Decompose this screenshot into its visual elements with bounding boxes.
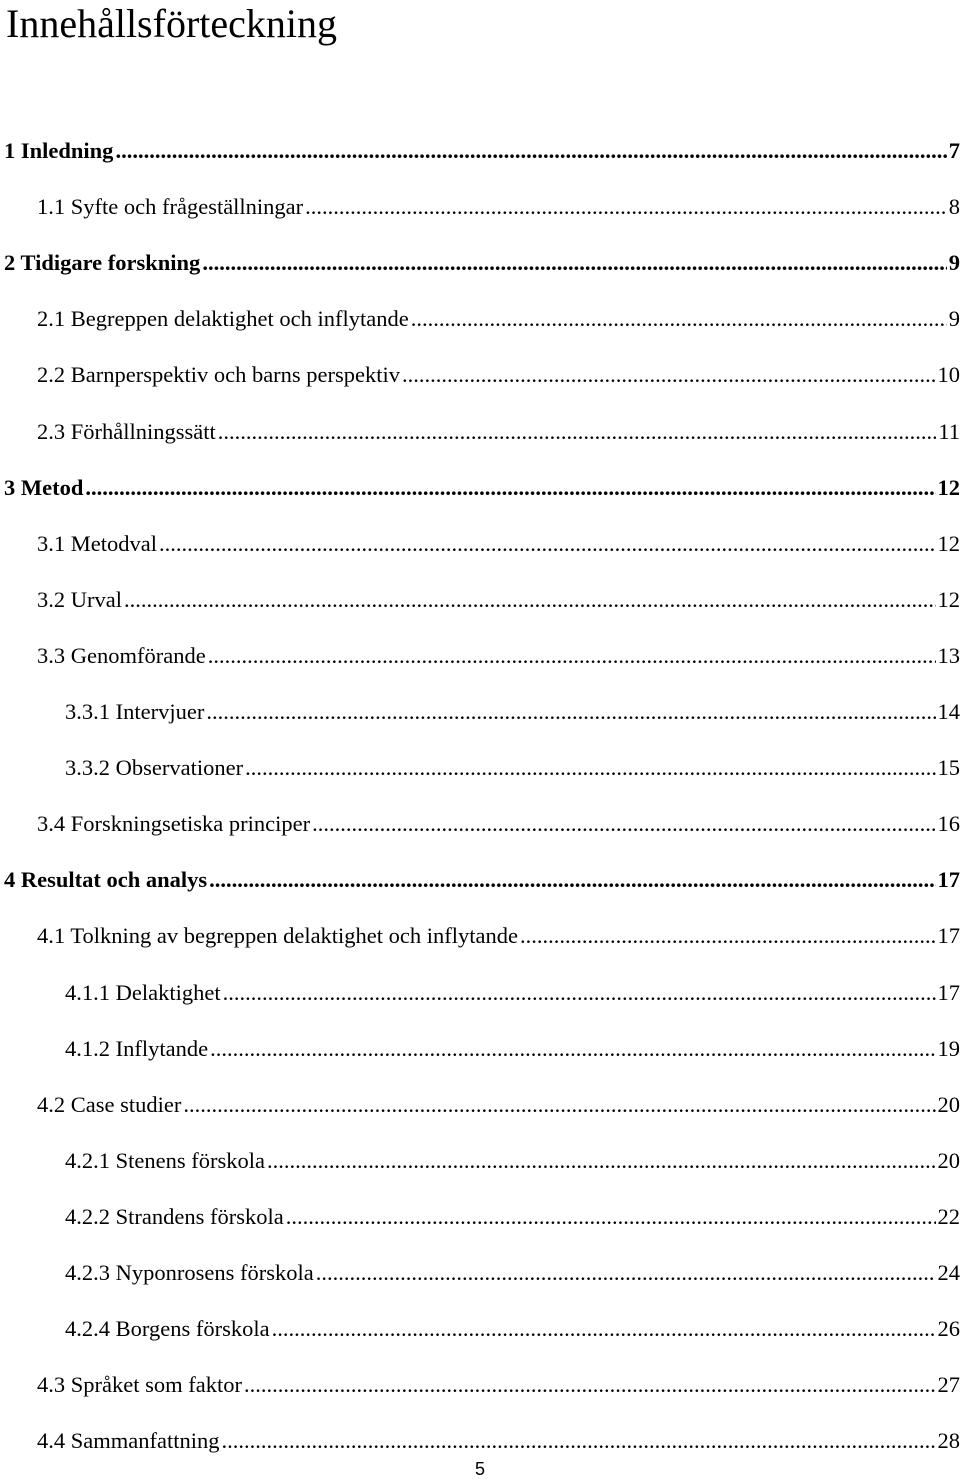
toc-entry-page: 7	[948, 138, 960, 163]
toc-entry-label: 3.3.1 Intervjuer	[65, 699, 205, 724]
toc-entry[interactable]	[65, 1314, 960, 1344]
toc-entry-page: 17	[937, 923, 960, 949]
toc-entry-label: 4.1.2 Inflytande	[65, 1035, 209, 1061]
toc-entry[interactable]	[4, 473, 960, 503]
toc-entry-page: 8	[948, 194, 960, 220]
toc-dot-leader	[411, 304, 947, 334]
toc-entry-page: 15	[937, 755, 960, 781]
toc-entry[interactable]	[65, 1146, 960, 1176]
toc-entry-page: 20	[937, 1147, 960, 1173]
toc-entry-label: 4.2.2 Strandens förskola	[65, 1203, 284, 1229]
toc-entry[interactable]	[65, 1258, 960, 1288]
toc-entry-page: 17	[937, 867, 960, 893]
toc-entry-label: 3.3 Genomförande	[37, 642, 206, 668]
toc-entry-page: 22	[937, 1203, 960, 1229]
toc-entry[interactable]	[37, 304, 960, 334]
toc-dot-leader	[202, 248, 946, 278]
toc-entry[interactable]	[65, 753, 960, 783]
toc-dot-leader	[244, 1370, 936, 1400]
toc-dot-leader	[206, 697, 935, 727]
toc-entry-page: 12	[937, 530, 960, 556]
toc-entry-label: 4.2.3 Nyponrosens förskola	[65, 1260, 314, 1285]
toc-entry[interactable]	[37, 360, 960, 390]
toc-entry-label: 4.2.4 Borgens förskola	[65, 1316, 270, 1342]
toc-dot-leader	[115, 136, 946, 166]
toc-entry[interactable]	[37, 529, 960, 559]
toc-entry-label: 4.2 Case studier	[37, 1091, 182, 1117]
toc-dot-leader	[312, 809, 935, 839]
toc-entry-page: 16	[937, 811, 960, 837]
toc-entry-label: 3.4 Forskningsetiska principer	[37, 811, 311, 837]
toc-entry-label: 4.1.1 Delaktighet	[65, 979, 221, 1005]
toc-dot-leader	[221, 1426, 935, 1456]
toc-dot-leader	[286, 1202, 936, 1232]
toc-dot-leader	[305, 192, 947, 222]
toc-entry[interactable]	[65, 978, 960, 1008]
toc-entry[interactable]	[37, 417, 960, 447]
toc-entry[interactable]	[65, 1202, 960, 1232]
toc-dot-leader	[272, 1314, 936, 1344]
toc-entry-label: 3.2 Urval	[37, 586, 122, 612]
toc-entry-label: 4.1 Tolkning av begreppen delaktighet och inflytande	[37, 923, 519, 949]
toc-entry-label: 1 Inledning	[4, 138, 114, 163]
toc-entry-page: 26	[937, 1316, 960, 1342]
toc-entry[interactable]	[37, 641, 960, 671]
toc-entry[interactable]	[4, 248, 960, 278]
page-title: Innehållsförteckning	[6, 1, 337, 46]
toc-entry[interactable]	[37, 192, 960, 222]
toc-dot-leader	[124, 585, 936, 615]
toc-dot-leader	[245, 753, 935, 783]
toc-entry-label: 2.1 Begreppen delaktighet och inflytande	[37, 306, 409, 332]
toc-dot-leader	[159, 529, 936, 559]
toc-entry-page: 28	[937, 1428, 960, 1454]
toc-dot-leader	[183, 1090, 935, 1120]
toc-entry-page: 20	[937, 1091, 960, 1117]
toc-entry[interactable]	[65, 697, 960, 727]
toc-dot-leader	[520, 921, 935, 951]
toc-entry-page: 17	[937, 979, 960, 1005]
toc-entry-page: 9	[948, 250, 960, 276]
toc-dot-leader	[402, 360, 935, 390]
toc-dot-leader	[316, 1258, 936, 1288]
toc-entry-label: 4.3 Språket som faktor	[37, 1372, 242, 1398]
toc-entry-label: 3.3.2 Observationer	[65, 755, 244, 781]
toc-entry-page: 12	[937, 474, 960, 500]
toc-entry[interactable]	[4, 865, 960, 895]
toc-dot-leader	[223, 978, 936, 1008]
toc-dot-leader	[208, 641, 936, 671]
toc-entry-label: 3 Metod	[4, 474, 84, 500]
toc-dot-leader	[267, 1146, 936, 1176]
toc-entry-label: 3.1 Metodval	[37, 530, 157, 556]
toc-entry[interactable]	[37, 921, 960, 951]
toc-entry-page: 27	[937, 1372, 960, 1398]
toc-entry-page: 14	[937, 699, 960, 724]
toc-entry-label: 4.2.1 Stenens förskola	[65, 1147, 265, 1173]
toc-entry-label: 2.3 Förhållningssätt	[37, 418, 216, 444]
toc-entry[interactable]	[4, 136, 960, 166]
toc-entry-page: 11	[938, 418, 960, 444]
toc-entry[interactable]	[37, 809, 960, 839]
toc-dot-leader	[210, 1034, 935, 1064]
toc-entry-page: 9	[948, 306, 960, 332]
toc-entry-label: 2.2 Barnperspektiv och barns perspektiv	[37, 362, 401, 388]
toc-entry-label: 1.1 Syfte och frågeställningar	[37, 194, 304, 220]
toc-entry[interactable]	[37, 585, 960, 615]
toc-dot-leader	[209, 865, 935, 895]
toc-entry-page: 24	[937, 1260, 960, 1285]
toc-entry-page: 12	[937, 586, 960, 612]
toc-entry-label: 4 Resultat och analys	[4, 867, 208, 893]
page-number: 5	[474, 1459, 485, 1479]
toc-dot-leader	[218, 417, 937, 447]
toc-entry-page: 10	[937, 362, 960, 388]
toc-entry[interactable]	[37, 1370, 960, 1400]
toc-entry-page: 13	[937, 642, 960, 668]
toc-entry-page: 19	[937, 1035, 960, 1061]
toc-entry-label: 2 Tidigare forskning	[4, 250, 201, 276]
toc-dot-leader	[85, 473, 935, 503]
toc-entry[interactable]	[37, 1090, 960, 1120]
toc-entry[interactable]	[65, 1034, 960, 1064]
toc-entry-label: 4.4 Sammanfattning	[37, 1428, 220, 1454]
toc-entry[interactable]	[37, 1426, 960, 1456]
